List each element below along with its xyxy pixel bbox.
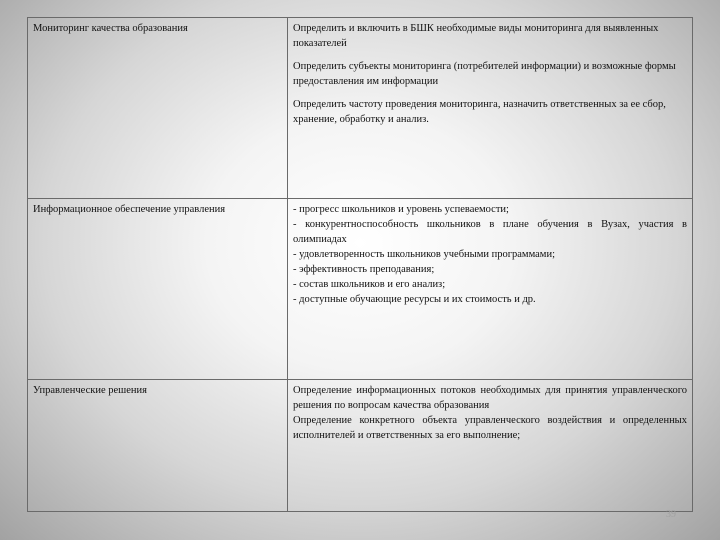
table-row (28, 199, 693, 380)
list-item: Определение информационных потоков необходимых для принятия управленческого решения по вопросам качества образования (293, 385, 687, 411)
list-item: - конкурентноспособность школьников в плане обучения в Вузах, участия в олимпиадах (293, 219, 687, 245)
list-item: - удовлетворенность школьников учебными программами; (293, 249, 555, 260)
table-row (28, 380, 693, 512)
content-table (27, 17, 693, 512)
topic-cell (28, 18, 288, 199)
list-item: - доступные обучающие ресурсы и их стоимость и др. (293, 294, 536, 305)
list-item: - эффективность преподавания; (293, 264, 435, 275)
topic-cell (28, 199, 288, 380)
details-cell (288, 199, 693, 380)
list-item: - состав школьников и его анализ; (293, 279, 446, 290)
detail-paragraph: Определить частоту проведения мониторинга, назначить ответственных за ее сбор, хранение, обработку и анализ. (293, 99, 666, 125)
topic-cell (28, 380, 288, 512)
detail-paragraph: Определить субъекты мониторинга (потребителей информации) и возможные формы предоставления им информации (293, 61, 676, 87)
detail-paragraph: Определить и включить в БШК необходимые виды мониторинга для выявленных показателей (293, 23, 659, 49)
list-item: Определение конкретного объекта управленческого воздействия и определенных исполнителей и ответственных за его выполнение; (293, 415, 687, 441)
topic-label: Информационное обеспечение управления (33, 204, 226, 215)
details-cell (288, 380, 693, 512)
list-item: - прогресс школьников и уровень успеваемости; (293, 204, 509, 215)
topic-label: Мониторинг качества образования (33, 23, 188, 34)
page-number: 39 (666, 509, 676, 520)
table-row (28, 18, 693, 199)
details-cell (288, 18, 693, 199)
topic-label: Управленческие решения (33, 385, 147, 396)
